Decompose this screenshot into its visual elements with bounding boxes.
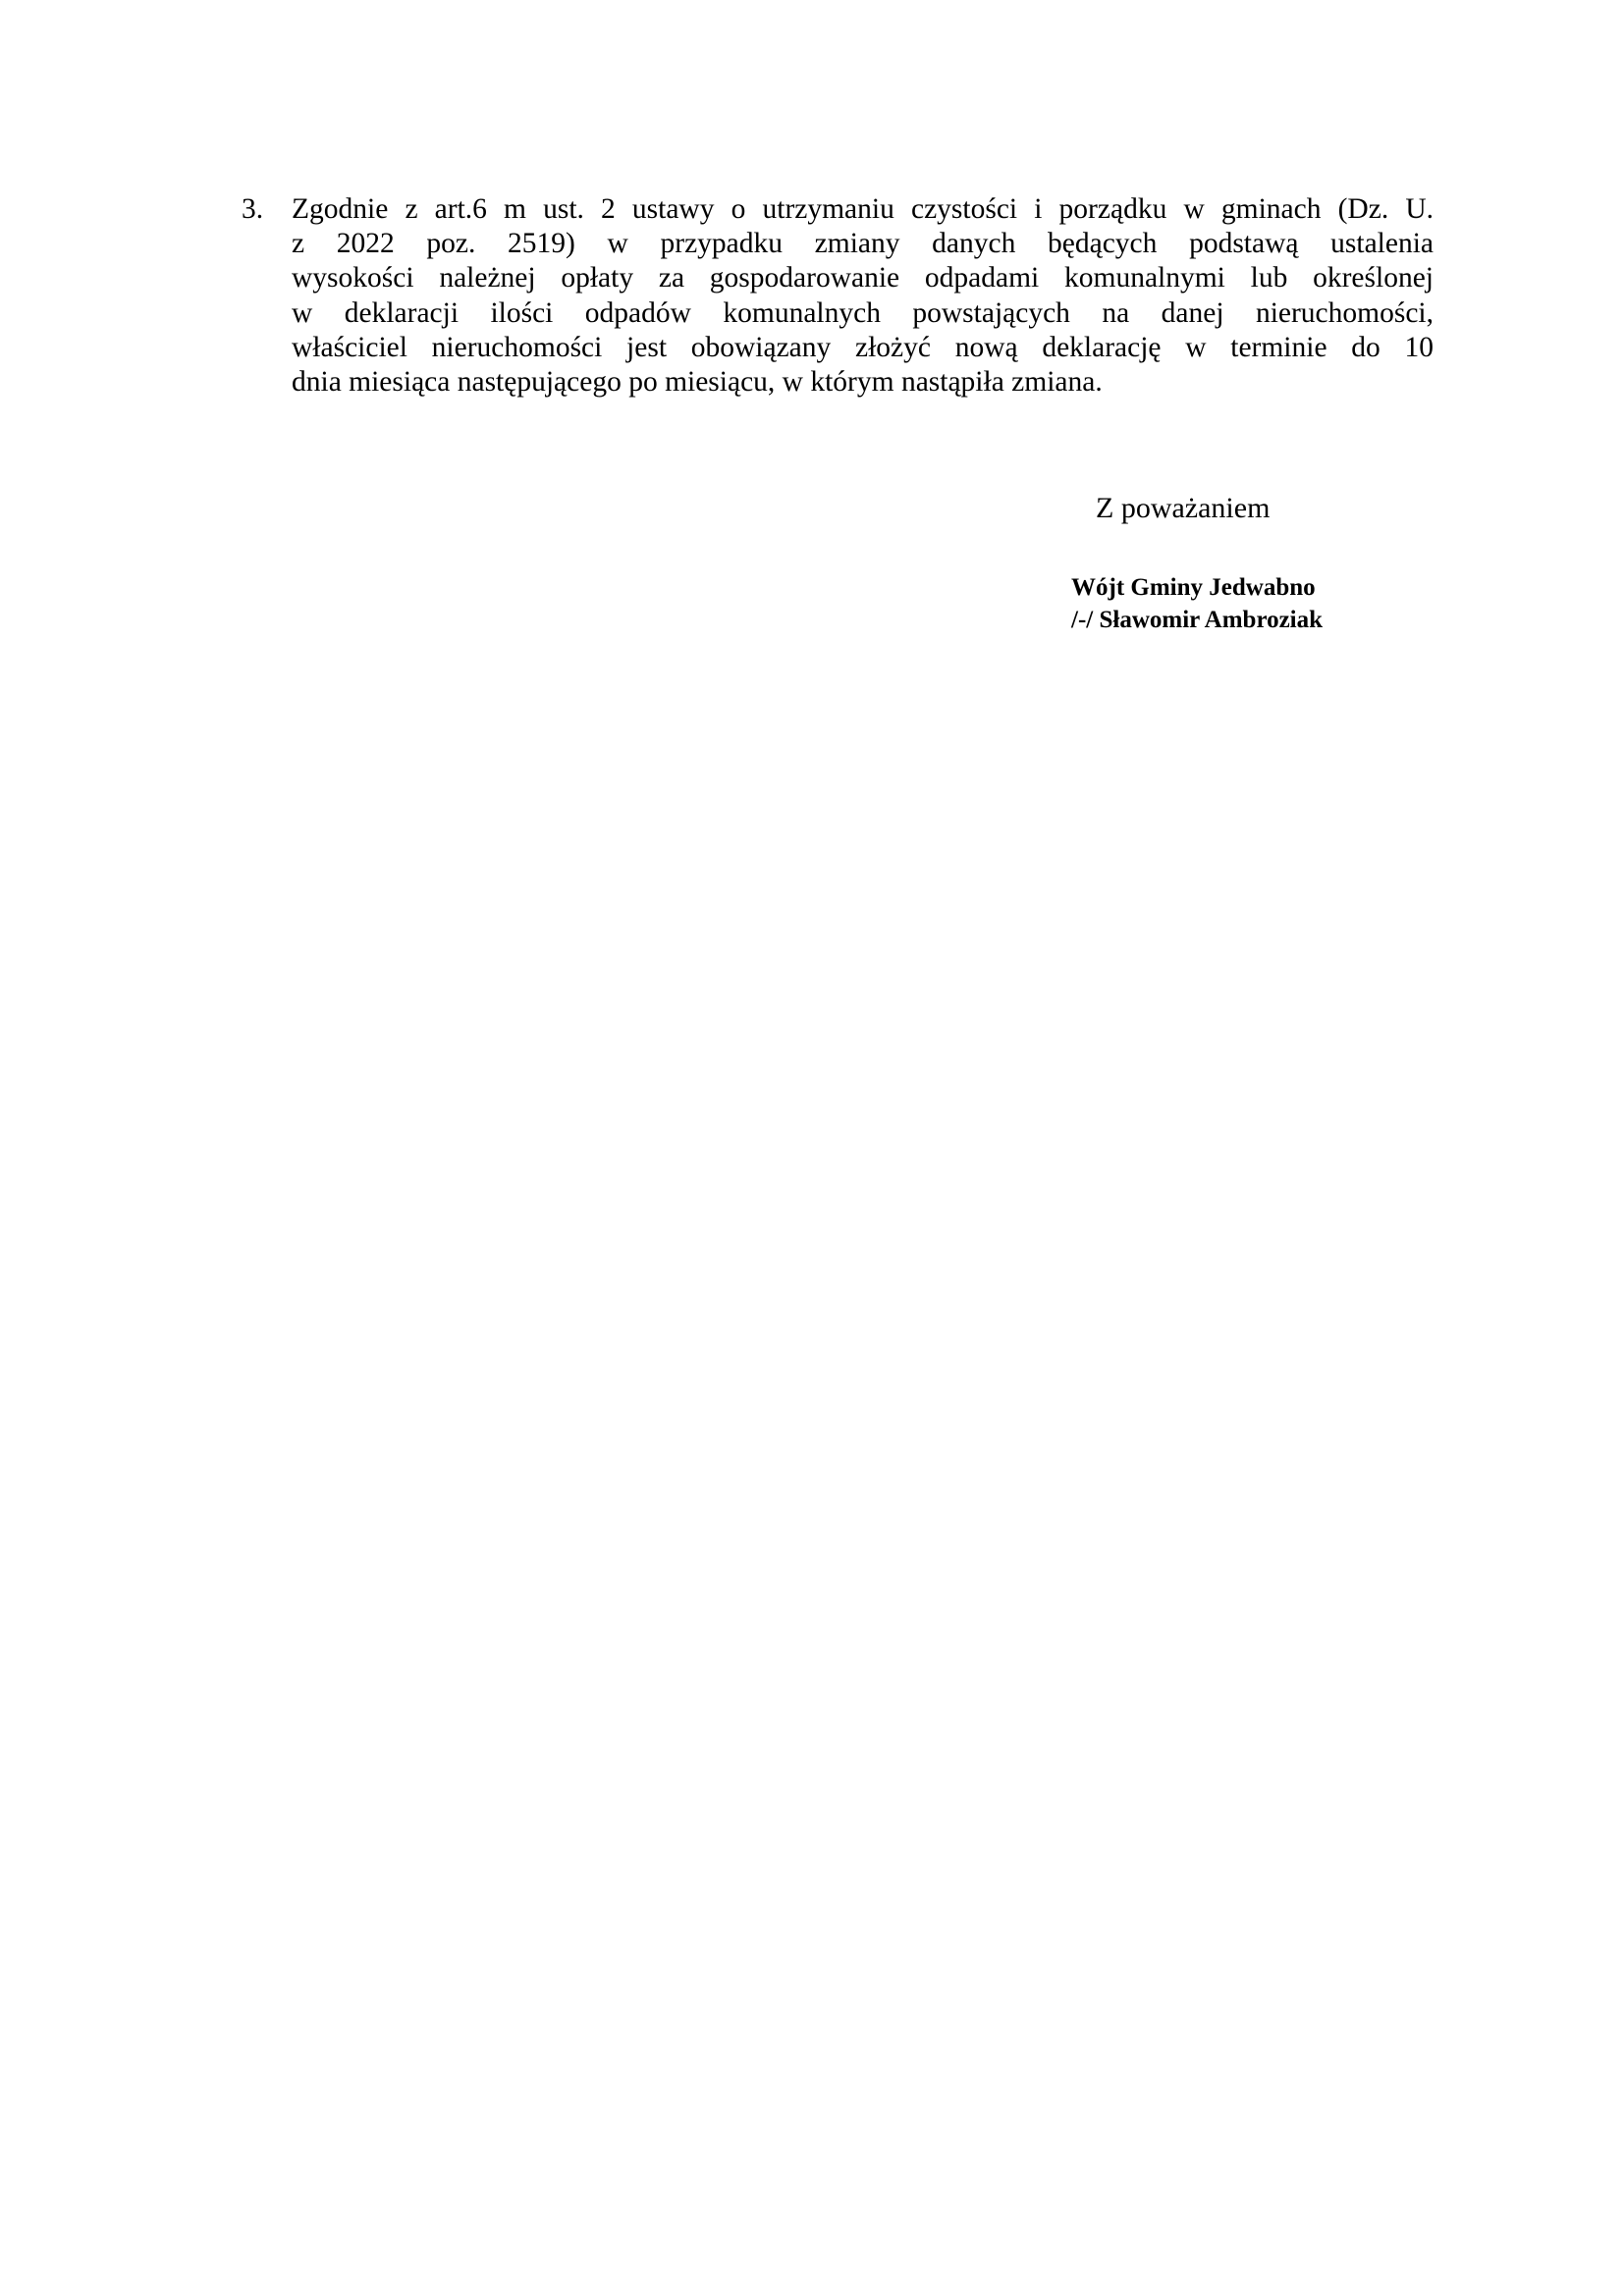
paragraph-line: w deklaracji ilości odpadów komunalnych powstających na danej nieruchomości, [292, 296, 1434, 329]
signature-title: Wójt Gminy Jedwabno [1071, 574, 1316, 601]
paragraph-line: Zgodnie z art.6 m ust. 2 ustawy o utrzymaniu czystości i porządku w gminach (Dz. U. [292, 193, 1434, 225]
list-item-text [292, 192, 1434, 400]
paragraph-line: wysokości należnej opłaty za gospodarowanie odpadami komunalnymi lub określonej [292, 262, 1434, 294]
signature-name: /-/ Sławomir Ambroziak [1071, 607, 1324, 633]
closing-salutation: Z poważaniem [1096, 492, 1271, 524]
paragraph-line: dnia miesiąca następującego po miesiącu, w którym nastąpiła zmiana. [292, 366, 1103, 399]
paragraph-line: właściciel nieruchomości jest obowiązany złożyć nową deklarację w terminie do 10 [292, 331, 1434, 363]
signature-block [1071, 571, 1323, 636]
paragraph-line: z 2022 poz. 2519) w przypadku zmiany danych będących podstawą ustalenia [292, 228, 1434, 260]
list-item-number: 3. [242, 193, 264, 225]
